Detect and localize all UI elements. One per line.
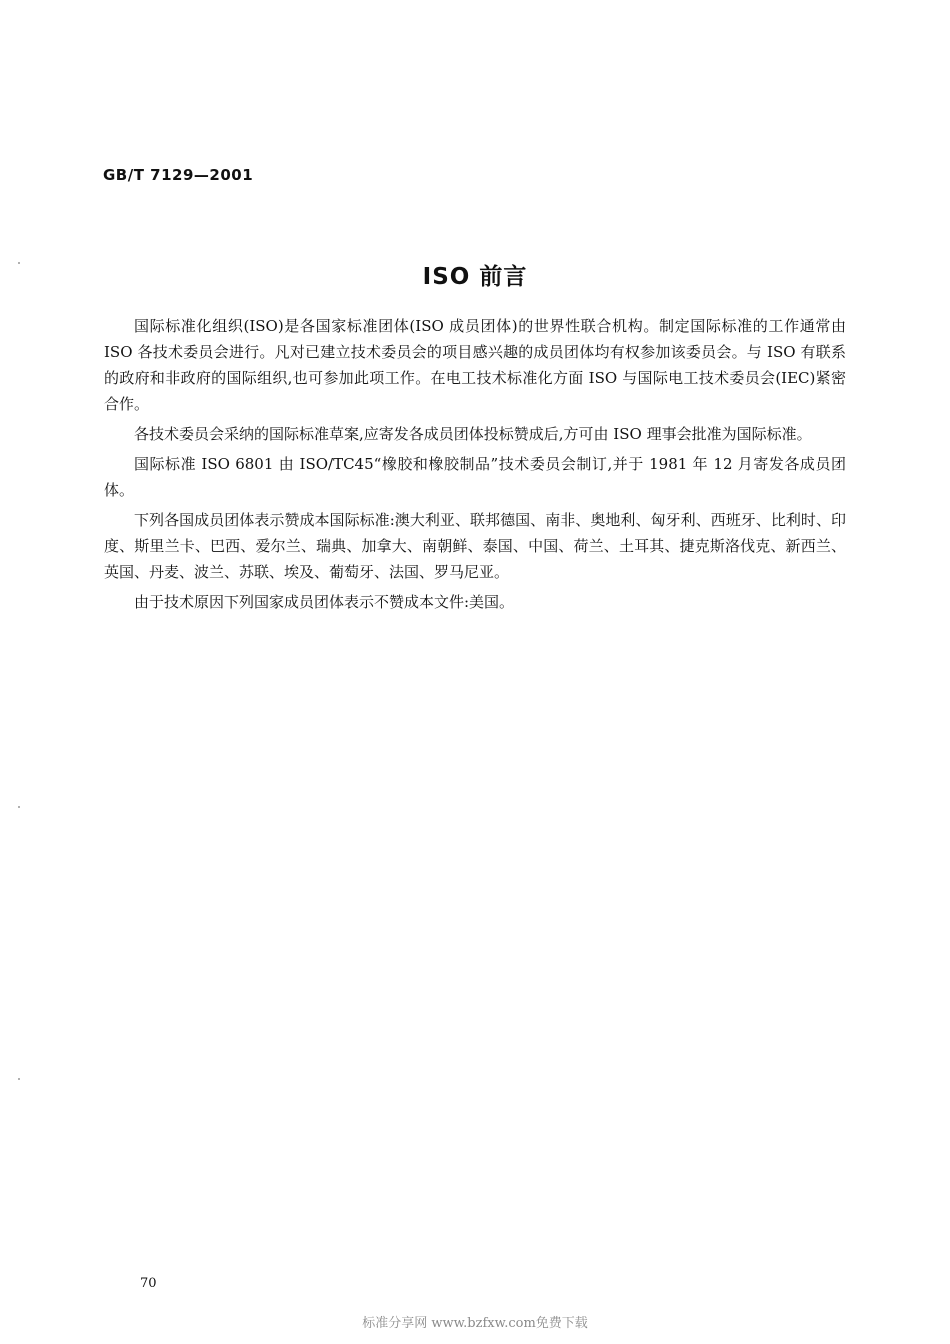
paragraph-approving-members: 下列各国成员团体表示赞成本国际标准:澳大利亚、联邦德国、南非、奥地利、匈牙利、西班牙、比利时、印度、斯里兰卡、巴西、爱尔兰、瑞典、加拿大、南朝鲜、泰国、中国、荷兰、土耳其、捷克斯洛伐克、新西兰、英国、丹麦、波兰、苏联、埃及、葡萄牙、法国、罗马尼亚。 [104,511,846,581]
paragraph-iso-organization: 国际标准化组织(ISO)是各国家标准团体(ISO 成员团体)的世界性联合机构。制定国际标准的工作通常由 ISO 各技术委员会进行。凡对已建立技术委员会的项目感兴趣的成员团体均有权参加该委员会。与 ISO 有联系的政府和非政府的国际组织,也可参加此项工作。在电工技术标准化方面 ISO 与国际电工技术委员会(IEC)紧密合作。 [104,317,846,413]
watermark-text: 标准分享网 www.bzfxw.com免费下载 [362,1316,588,1331]
scan-speck [18,806,20,808]
paragraph-approval-process: 各技术委员会采纳的国际标准草案,应寄发各成员团体投标赞成后,方可由 ISO 理事会批准为国际标准。 [134,425,812,443]
standard-number: GB/T 7129—2001 [103,166,254,184]
page-number: 70 [140,1276,157,1291]
scan-speck [18,1078,20,1080]
section-title: ISO 前言 [422,264,528,290]
scan-speck [18,262,20,264]
foreword-body [104,313,846,619]
paragraph-disapproving-members: 由于技术原因下列国家成员团体表示不赞成本文件:美国。 [134,593,515,611]
paragraph-iso-6801: 国际标准 ISO 6801 由 ISO/TC45“橡胶和橡胶制品”技术委员会制订,并于 1981 年 12 月寄发各成员团体。 [104,455,846,499]
